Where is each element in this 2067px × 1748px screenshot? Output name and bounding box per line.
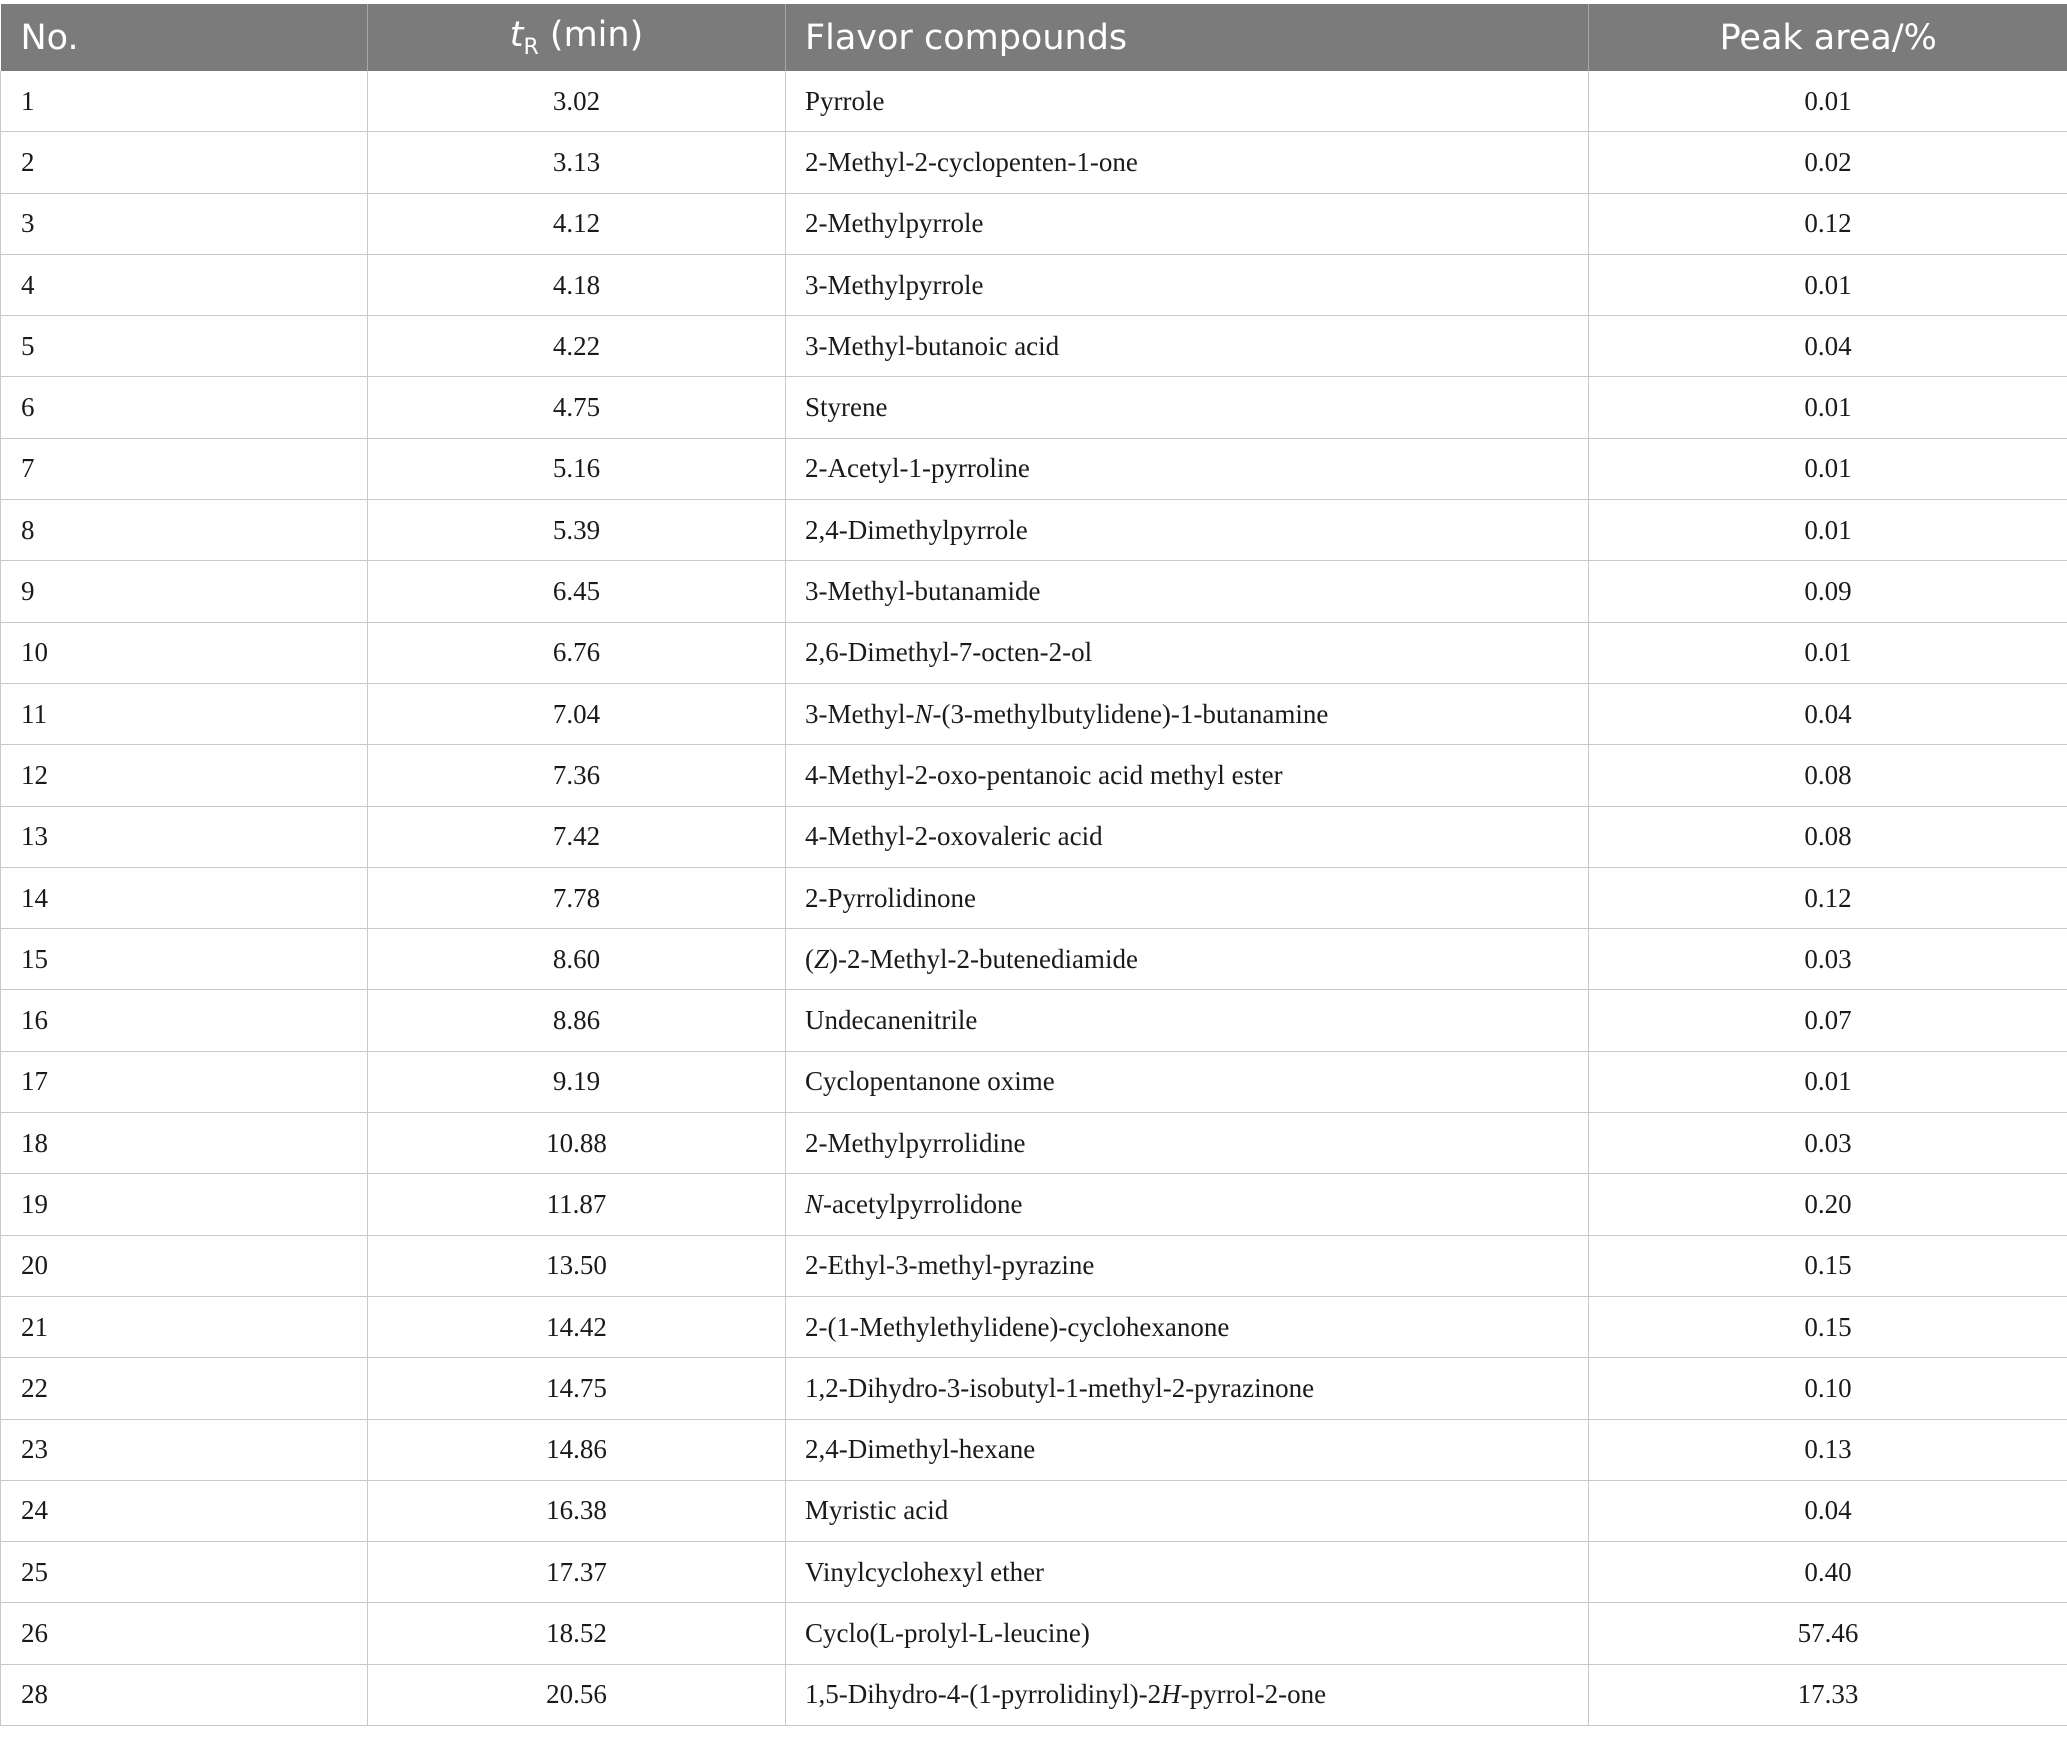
header-no: No.	[1, 4, 368, 71]
table-row	[1, 622, 2067, 683]
cell-peak-area: 0.01	[1589, 500, 2067, 561]
cell-retention-time: 4.18	[368, 254, 786, 315]
cell-compound	[786, 1664, 1589, 1725]
cell-peak-area: 57.46	[1589, 1603, 2067, 1664]
cell-compound	[786, 561, 1589, 622]
compound-name-part: 3-Methyl-butanoic acid	[805, 330, 1060, 361]
cell-no: 4	[1, 254, 368, 315]
cell-retention-time: 17.37	[368, 1542, 786, 1603]
cell-compound	[786, 254, 1589, 315]
table-row	[1, 1480, 2067, 1541]
cell-peak-area: 0.04	[1589, 1480, 2067, 1541]
header-peak-area: Peak area/%	[1589, 4, 2067, 71]
header-retention-time	[368, 4, 786, 71]
cell-no: 15	[1, 929, 368, 990]
cell-retention-time: 10.88	[368, 1113, 786, 1174]
table-row	[1, 1358, 2067, 1419]
cell-retention-time: 13.50	[368, 1235, 786, 1296]
compound-name-part: 2-Acetyl-1-pyrroline	[805, 453, 1030, 484]
compound-name-part: 3-Methylpyrrole	[805, 269, 984, 300]
cell-peak-area: 0.02	[1589, 132, 2067, 193]
cell-no: 22	[1, 1358, 368, 1419]
cell-peak-area: 17.33	[1589, 1664, 2067, 1725]
cell-no: 7	[1, 438, 368, 499]
cell-retention-time: 6.45	[368, 561, 786, 622]
cell-peak-area: 0.09	[1589, 561, 2067, 622]
cell-compound	[786, 1235, 1589, 1296]
cell-no: 16	[1, 990, 368, 1051]
cell-compound	[786, 71, 1589, 132]
cell-retention-time: 14.42	[368, 1296, 786, 1357]
cell-compound	[786, 867, 1589, 928]
cell-no: 12	[1, 745, 368, 806]
cell-no: 20	[1, 1235, 368, 1296]
table-row	[1, 1542, 2067, 1603]
cell-retention-time: 9.19	[368, 1051, 786, 1112]
cell-retention-time: 8.60	[368, 929, 786, 990]
cell-peak-area: 0.03	[1589, 1113, 2067, 1174]
cell-no: 1	[1, 71, 368, 132]
header-compound: Flavor compounds	[786, 4, 1589, 71]
cell-compound	[786, 806, 1589, 867]
compound-name-part: Undecanenitrile	[805, 1005, 978, 1036]
cell-retention-time: 4.12	[368, 193, 786, 254]
cell-retention-time: 4.75	[368, 377, 786, 438]
cell-compound	[786, 193, 1589, 254]
cell-compound	[786, 1174, 1589, 1235]
cell-peak-area: 0.01	[1589, 438, 2067, 499]
cell-no: 6	[1, 377, 368, 438]
cell-no: 23	[1, 1419, 368, 1480]
cell-no: 13	[1, 806, 368, 867]
compound-name-part: -pyrrol-2-one	[1180, 1679, 1327, 1710]
cell-retention-time: 5.16	[368, 438, 786, 499]
compound-name-part: Myristic acid	[805, 1495, 949, 1526]
compound-name-part: 4-Methyl-2-oxo-pentanoic acid methyl ester	[805, 759, 1283, 790]
table-row	[1, 1174, 2067, 1235]
cell-peak-area: 0.20	[1589, 1174, 2067, 1235]
header-tr-unit: (min)	[538, 15, 644, 55]
cell-no: 24	[1, 1480, 368, 1541]
table-row	[1, 990, 2067, 1051]
cell-compound	[786, 500, 1589, 561]
cell-compound	[786, 1419, 1589, 1480]
table-row	[1, 1051, 2067, 1112]
compound-name-part: 2,4-Dimethyl-hexane	[805, 1434, 1036, 1465]
cell-compound	[786, 683, 1589, 744]
cell-retention-time: 5.39	[368, 500, 786, 561]
table-row	[1, 254, 2067, 315]
cell-compound	[786, 745, 1589, 806]
compound-name-part: 3-Methyl-	[805, 698, 915, 729]
compounds-table	[0, 4, 2067, 1726]
cell-no: 17	[1, 1051, 368, 1112]
cell-compound	[786, 438, 1589, 499]
cell-no: 28	[1, 1664, 368, 1725]
cell-compound	[786, 132, 1589, 193]
cell-compound	[786, 622, 1589, 683]
table-row	[1, 683, 2067, 744]
cell-no: 25	[1, 1542, 368, 1603]
cell-peak-area: 0.10	[1589, 1358, 2067, 1419]
cell-peak-area: 0.01	[1589, 377, 2067, 438]
cell-no: 14	[1, 867, 368, 928]
table-row	[1, 71, 2067, 132]
cell-retention-time: 14.75	[368, 1358, 786, 1419]
compound-name-part: 1,5-Dihydro-4-(1-pyrrolidinyl)-2	[805, 1679, 1162, 1710]
compound-name-part: Pyrrole	[805, 85, 885, 116]
header-tr-subscript: R	[523, 35, 539, 60]
cell-no: 2	[1, 132, 368, 193]
table-row	[1, 867, 2067, 928]
table-row	[1, 1296, 2067, 1357]
compound-name-part: -acetylpyrrolidone	[823, 1188, 1023, 1219]
cell-peak-area: 0.07	[1589, 990, 2067, 1051]
cell-peak-area: 0.04	[1589, 683, 2067, 744]
cell-compound	[786, 1296, 1589, 1357]
cell-retention-time: 18.52	[368, 1603, 786, 1664]
cell-peak-area: 0.01	[1589, 71, 2067, 132]
table-row	[1, 132, 2067, 193]
table-row	[1, 500, 2067, 561]
compound-name-part: 2-Ethyl-3-methyl-pyrazine	[805, 1250, 1095, 1281]
cell-no: 9	[1, 561, 368, 622]
cell-no: 26	[1, 1603, 368, 1664]
cell-no: 3	[1, 193, 368, 254]
cell-compound	[786, 929, 1589, 990]
cell-retention-time: 4.22	[368, 316, 786, 377]
cell-compound	[786, 1480, 1589, 1541]
table-row	[1, 1235, 2067, 1296]
cell-peak-area: 0.01	[1589, 622, 2067, 683]
cell-peak-area: 0.08	[1589, 806, 2067, 867]
table-row	[1, 438, 2067, 499]
cell-peak-area: 0.01	[1589, 1051, 2067, 1112]
compound-name-part: 2,4-Dimethylpyrrole	[805, 514, 1028, 545]
cell-peak-area: 0.03	[1589, 929, 2067, 990]
cell-compound	[786, 990, 1589, 1051]
cell-peak-area: 0.12	[1589, 867, 2067, 928]
compound-name-part: N	[805, 1188, 824, 1219]
cell-compound	[786, 377, 1589, 438]
compound-name-part: Styrene	[805, 392, 888, 423]
cell-compound	[786, 1603, 1589, 1664]
compound-name-part: N	[914, 698, 933, 729]
compound-name-part: H	[1161, 1679, 1181, 1710]
cell-retention-time: 6.76	[368, 622, 786, 683]
compound-name-part: 2-Methylpyrrole	[805, 208, 984, 239]
cell-peak-area: 0.13	[1589, 1419, 2067, 1480]
table-row	[1, 561, 2067, 622]
cell-peak-area: 0.04	[1589, 316, 2067, 377]
compound-name-part: 2-Methyl-2-cyclopenten-1-one	[805, 146, 1138, 177]
cell-compound	[786, 1542, 1589, 1603]
table-row	[1, 1664, 2067, 1725]
compound-name-part: Z	[814, 943, 830, 974]
compound-name-part: Cyclo(L-prolyl-L-leucine)	[805, 1618, 1090, 1649]
compound-name-part: 2-Pyrrolidinone	[805, 882, 976, 913]
header-row	[1, 4, 2067, 71]
cell-no: 21	[1, 1296, 368, 1357]
table-row	[1, 745, 2067, 806]
table-row	[1, 1419, 2067, 1480]
table-row	[1, 377, 2067, 438]
table-row	[1, 806, 2067, 867]
cell-retention-time: 3.02	[368, 71, 786, 132]
table-row	[1, 929, 2067, 990]
cell-peak-area: 0.40	[1589, 1542, 2067, 1603]
cell-retention-time: 20.56	[368, 1664, 786, 1725]
cell-peak-area: 0.01	[1589, 254, 2067, 315]
compound-name-part: 4-Methyl-2-oxovaleric acid	[805, 821, 1103, 852]
header-tr-symbol: t	[509, 15, 524, 55]
cell-no: 18	[1, 1113, 368, 1174]
compound-name-part: 3-Methyl-butanamide	[805, 576, 1041, 607]
cell-retention-time: 8.86	[368, 990, 786, 1051]
compound-name-part: Vinylcyclohexyl ether	[805, 1556, 1045, 1587]
cell-no: 19	[1, 1174, 368, 1235]
compound-name-part: Cyclopentanone oxime	[805, 1066, 1055, 1097]
cell-compound	[786, 316, 1589, 377]
compound-name-part: 2,6-Dimethyl-7-octen-2-ol	[805, 637, 1093, 668]
table-row	[1, 193, 2067, 254]
cell-retention-time: 11.87	[368, 1174, 786, 1235]
cell-compound	[786, 1358, 1589, 1419]
cell-retention-time: 7.42	[368, 806, 786, 867]
cell-no: 8	[1, 500, 368, 561]
cell-no: 11	[1, 683, 368, 744]
cell-retention-time: 16.38	[368, 1480, 786, 1541]
table-row	[1, 316, 2067, 377]
cell-retention-time: 7.78	[368, 867, 786, 928]
cell-retention-time: 14.86	[368, 1419, 786, 1480]
cell-no: 10	[1, 622, 368, 683]
compound-name-part: -(3-methylbutylidene)-1-butanamine	[932, 698, 1329, 729]
compound-name-part: (	[805, 943, 814, 974]
compound-name-part: )-2-Methyl-2-butenediamide	[829, 943, 1138, 974]
compound-name-part: 1,2-Dihydro-3-isobutyl-1-methyl-2-pyrazinone	[805, 1372, 1315, 1403]
compound-name-part: 2-Methylpyrrolidine	[805, 1127, 1026, 1158]
table-row	[1, 1603, 2067, 1664]
table-body	[1, 71, 2067, 1726]
cell-peak-area: 0.15	[1589, 1296, 2067, 1357]
table-row	[1, 1113, 2067, 1174]
cell-compound	[786, 1051, 1589, 1112]
cell-peak-area: 0.12	[1589, 193, 2067, 254]
cell-retention-time: 7.04	[368, 683, 786, 744]
cell-peak-area: 0.15	[1589, 1235, 2067, 1296]
compound-name-part: 2-(1-Methylethylidene)-cyclohexanone	[805, 1311, 1230, 1342]
cell-retention-time: 3.13	[368, 132, 786, 193]
cell-compound	[786, 1113, 1589, 1174]
cell-no: 5	[1, 316, 368, 377]
cell-peak-area: 0.08	[1589, 745, 2067, 806]
cell-retention-time: 7.36	[368, 745, 786, 806]
